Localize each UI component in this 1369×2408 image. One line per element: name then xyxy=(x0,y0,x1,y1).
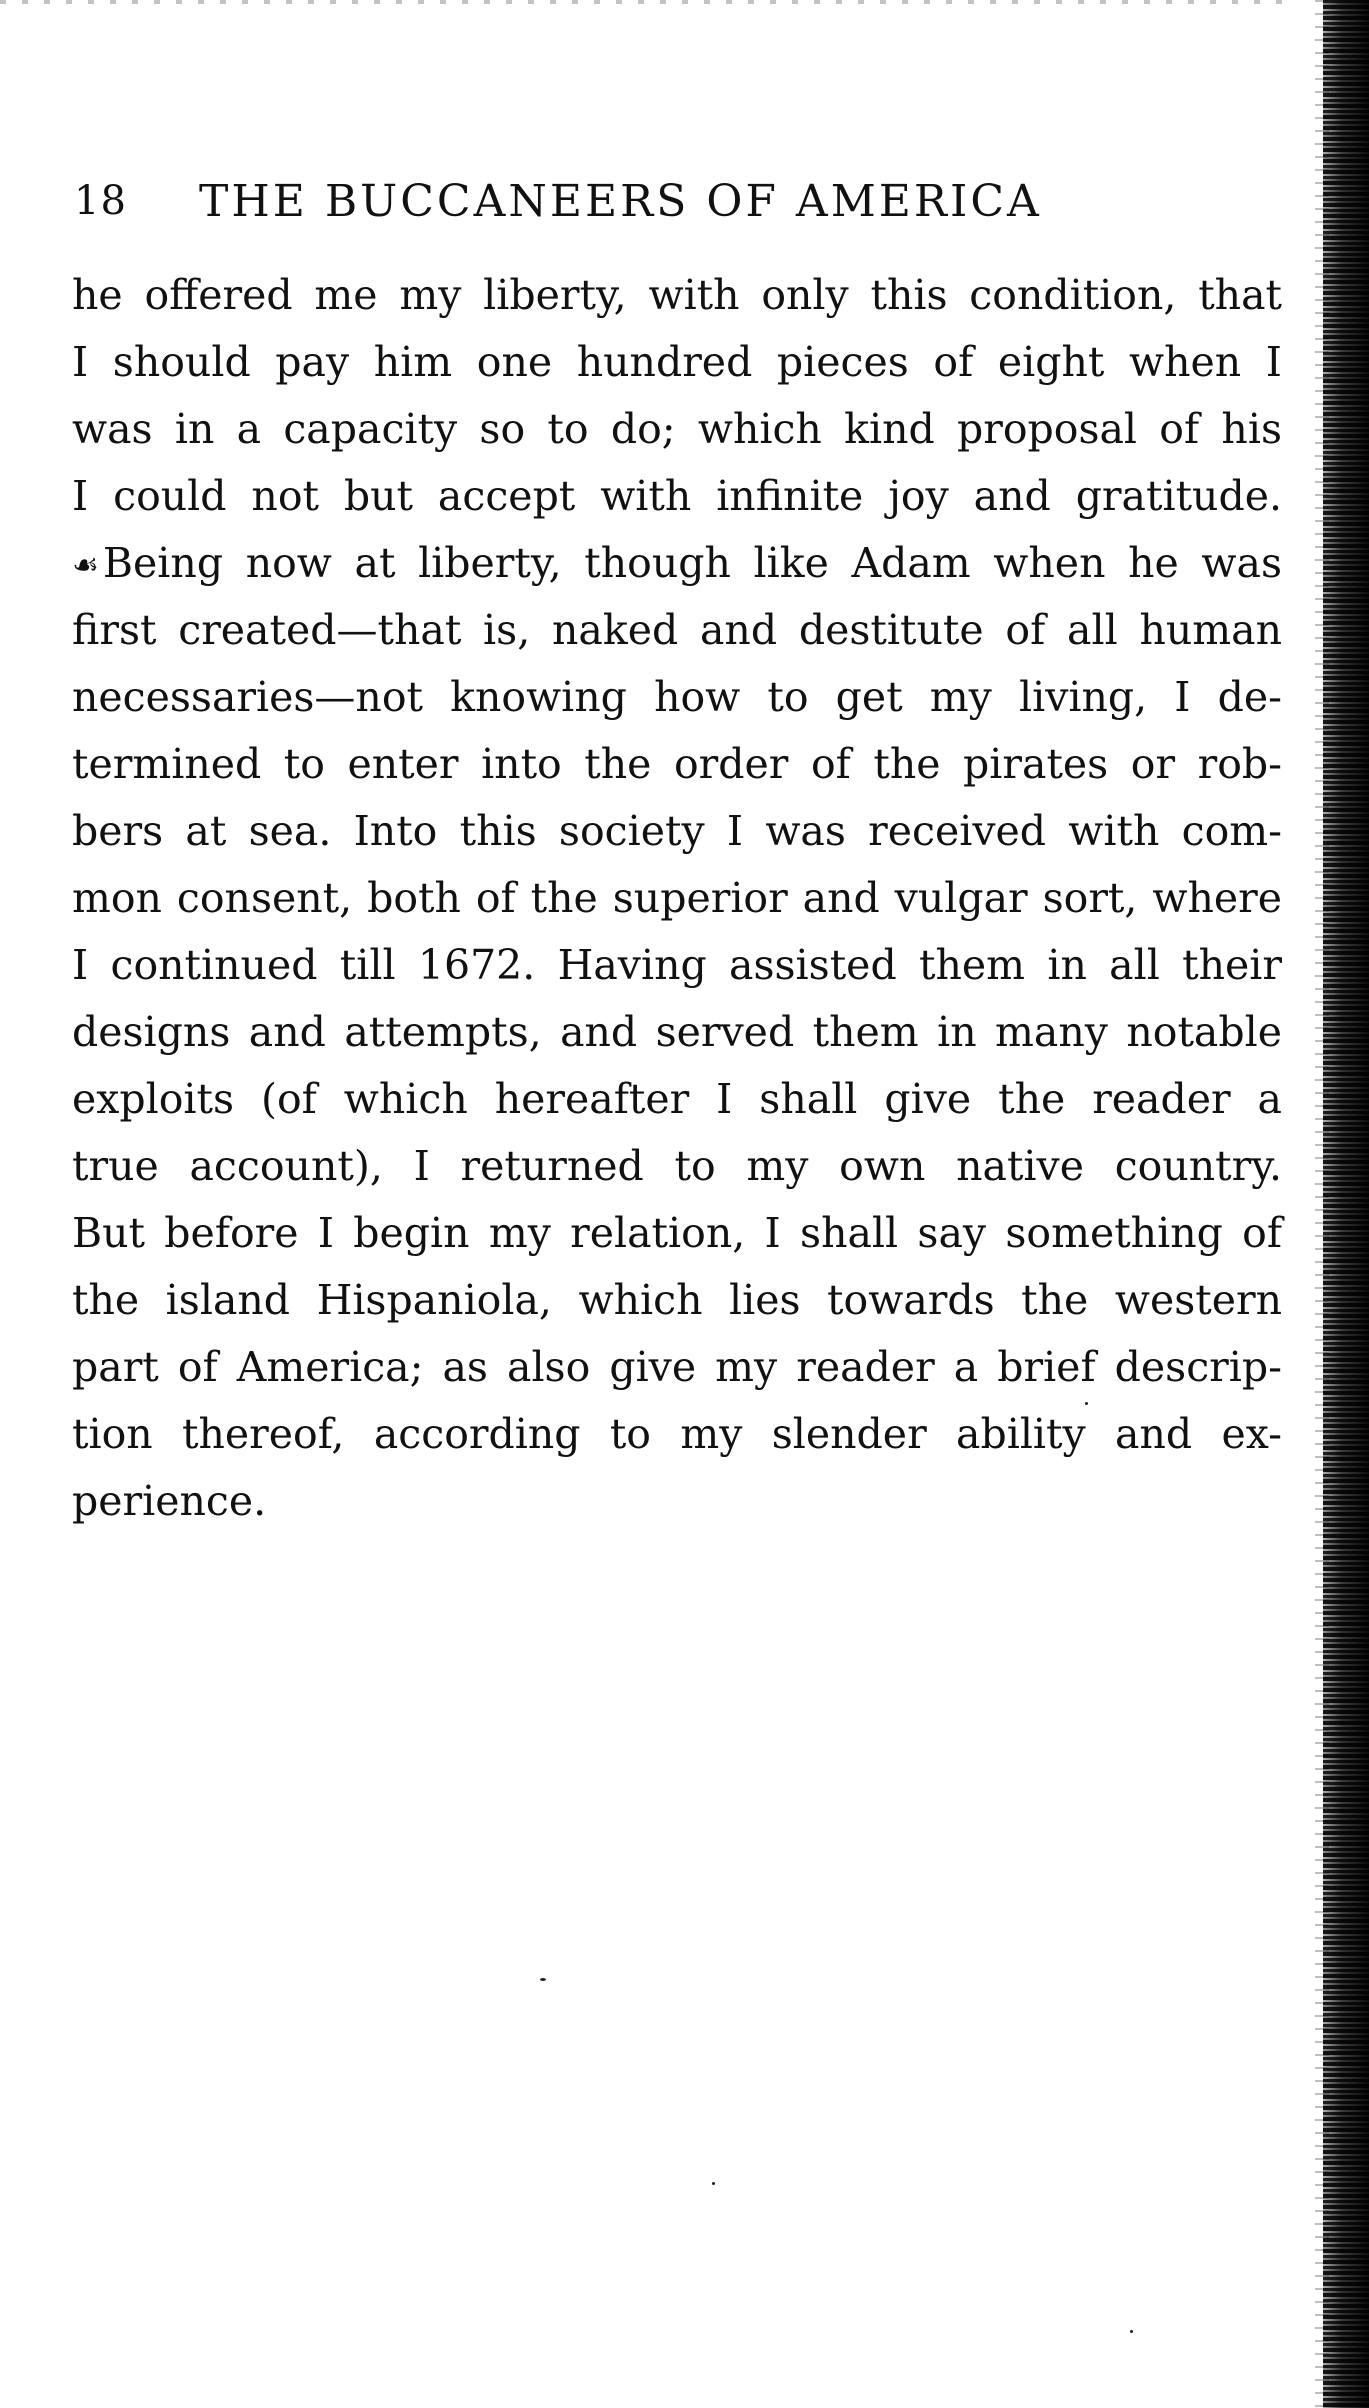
scan-speck xyxy=(712,2182,715,2185)
running-title: THE BUCCANEERS OF AMERICA xyxy=(199,176,1042,227)
text-line: exploits (of which hereafter I shall give the reader a xyxy=(72,1075,1282,1123)
text-line: designs and attempts, and served them in many notable xyxy=(72,1008,1282,1056)
text-line: part of America; as also give my reader a brief descrip- xyxy=(72,1343,1282,1391)
paragraph-mark-icon: ☙ xyxy=(72,548,99,583)
text-line: was in a capacity so to do; which kind proposal of his xyxy=(72,405,1282,453)
running-header xyxy=(74,178,1174,238)
body-text xyxy=(72,262,1282,1535)
text-line: mon consent, both of the superior and vulgar sort, where xyxy=(72,874,1282,922)
text-line: necessaries—not knowing how to get my living, I de- xyxy=(72,673,1282,721)
text-line: he offered me my liberty, with only this condition, that xyxy=(72,271,1282,319)
text-line: tion thereof, according to my slender ability and ex- xyxy=(72,1410,1282,1458)
scan-speck xyxy=(1130,2330,1133,2333)
text-line: But before I begin my relation, I shall say something of xyxy=(72,1209,1282,1257)
text-line: I continued till 1672. Having assisted them in all their xyxy=(72,941,1282,989)
text-line: termined to enter into the order of the pirates or rob- xyxy=(72,740,1282,788)
scan-speck xyxy=(1085,1402,1088,1405)
scan-top-edge xyxy=(0,0,1290,4)
text-line: true account), I returned to my own native country. xyxy=(72,1142,1282,1190)
text-line: the island Hispaniola, which lies towards the western xyxy=(72,1276,1282,1324)
page-number: 18 xyxy=(74,178,127,224)
scan-right-edge xyxy=(1323,0,1369,2408)
text-line: I could not but accept with infinite joy and gratitude. xyxy=(72,472,1282,520)
paragraph-start-line xyxy=(72,530,1282,597)
scan-speck xyxy=(540,1978,546,1981)
text-line: perience. xyxy=(72,1477,267,1525)
text-line: bers at sea. Into this society I was received with com- xyxy=(72,807,1282,855)
text-line: first created—that is, naked and destitute of all human xyxy=(72,606,1282,654)
text-line: I should pay him one hundred pieces of eight when I xyxy=(72,338,1282,386)
text-line: Being now at liberty, though like Adam when he was xyxy=(102,539,1282,587)
